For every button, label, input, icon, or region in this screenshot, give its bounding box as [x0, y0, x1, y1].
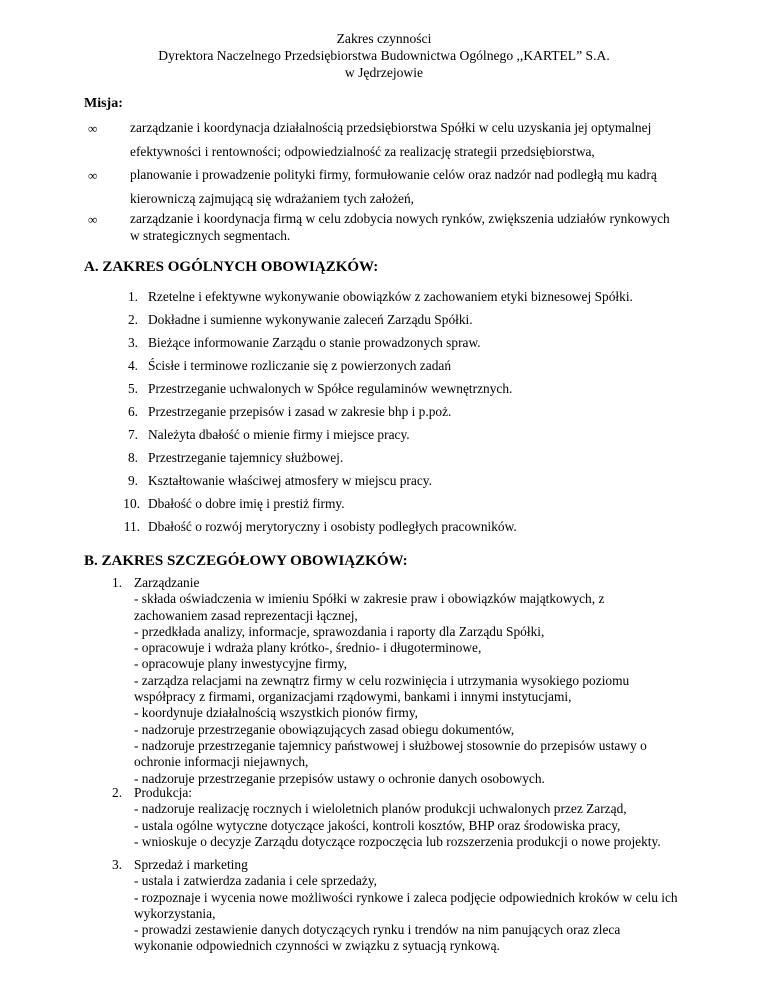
list-number: 6. [127, 404, 138, 419]
list-number: 11. [123, 519, 140, 534]
list-number: 5. [127, 381, 138, 396]
section-b-item: Produkcja: - nadzoruje realizację rocznych i wieloletnich planów produkcji uchwalonych przez Zarząd, - ustala ogólne wytyczne dotyczące jakości, kontroli kosztów, BHP oraz środowiska pracy, - wnioskuje o decyzje Zarządu dotyczące rozpoczęcia lub rozszerzenia produkcji o nowe projekty. [134, 785, 734, 850]
list-item: Kształtowanie właściwej atmosfery w miejscu pracy. [148, 473, 432, 488]
infinity-bullet-icon: ∞ [88, 168, 98, 183]
list-item: Należyta dbałość o mienie firmy i miejsce pracy. [148, 427, 410, 442]
list-number: 8. [127, 450, 138, 465]
header-company: Dyrektora Naczelnego Przedsiębiorstwa Budownictwa Ogólnego ,,KARTEL” S.A. [158, 48, 610, 63]
header-location: w Jędrzejowie [344, 65, 424, 80]
infinity-bullet-icon: ∞ [88, 212, 98, 227]
section-b-number: 1. [112, 575, 123, 590]
list-number: 4. [127, 358, 138, 373]
list-number: 3. [127, 335, 138, 350]
list-item: Ścisłe i terminowe rozliczanie się z powierzonych zadań [148, 358, 452, 373]
list-number: 7. [127, 427, 138, 442]
section-b-number: 2. [112, 785, 123, 800]
misja-item: zarządzanie i koordynacja firmą w celu zdobycia nowych rynków, zwiększenia udziałów rynkowych w strategicznych segmentach. [130, 211, 670, 243]
infinity-bullet-icon: ∞ [88, 121, 98, 136]
misja-heading: Misja: [84, 96, 123, 111]
list-number: 10. [123, 496, 140, 511]
list-item: Przestrzeganie przepisów i zasad w zakresie bhp i p.poż. [148, 404, 452, 419]
misja-item: zarządzanie i koordynacja działalnością przedsiębiorstwa Spółki w celu uzyskania jej optymalnej [130, 120, 652, 135]
list-number: 2. [127, 312, 138, 327]
list-item: Bieżące informowanie Zarządu o stanie prowadzonych spraw. [148, 335, 481, 350]
list-item: Przestrzeganie tajemnicy służbowej. [148, 450, 344, 465]
section-a-heading: A. ZAKRES OGÓLNYCH OBOWIĄZKÓW: [84, 259, 379, 275]
list-item: Dbałość o dobre imię i prestiż firmy. [148, 496, 345, 511]
list-item: Rzetelne i efektywne wykonywanie obowiązków z zachowaniem etyki biznesowej Spółki. [148, 289, 633, 304]
list-item: Dbałość o rozwój merytoryczny i osobisty podległych pracowników. [148, 519, 517, 534]
list-item: Przestrzeganie uchwalonych w Spółce regulaminów wewnętrznych. [148, 381, 513, 396]
section-b-item-title: Sprzedaż i marketing [134, 857, 248, 872]
section-b-item-title: Zarządzanie [134, 575, 200, 590]
document-header [0, 30, 768, 81]
misja-item: planowanie i prowadzenie polityki firmy, formułowanie celów oraz nadzór nad podległą mu kadrą [130, 167, 657, 182]
header-title: Zakres czynności [336, 31, 432, 46]
section-b-item-title: Produkcja: [134, 785, 193, 800]
section-b-item: Zarządzanie - składa oświadczenia w imieniu Spółki w zakresie praw i obowiązków majątkowych, z zachowaniem zasad reprezentacji łącznej, - przedkłada analizy, informacje, sprawozdania i raporty dla Zarządu Spółki, - opracowuje i wdraża plany krótko-, średnio- i długoterminowe, - opracowuje plany inwestycyjne firmy, - zarządza relacjami na zewnątrz firmy w celu rozwinięcia i utrzymania wysokiego poziomu współpracy z firmami, organizacjami rządowymi, bankami i innymi instytucjami, - koordynuje działalnością wszystkich pionów firmy, - nadzoruje przestrzeganie obowiązujących zasad obiegu dokumentów, - nadzoruje przestrzeganie tajemnicy państwowej i służbowej stosownie do przepisów ustawy o ochronie informacji niejawnych, - nadzoruje przestrzeganie przepisów ustawy o ochronie danych osobowych. [134, 575, 734, 787]
section-b-heading: B. ZAKRES SZCZEGÓŁOWY OBOWIĄZKÓW: [84, 553, 408, 569]
list-number: 9. [127, 473, 138, 488]
misja-item-continuation: efektywności i rentowności; odpowiedzialność za realizację strategii przedsiębiorstwa, [130, 144, 595, 159]
section-b-item: Sprzedaż i marketing - ustala i zatwierdza zadania i cele sprzedaży, - rozpoznaje i wycenia nowe możliwości rynkowe i zaleca podjęcie odpowiednich kroków w celu ich wykorzystania, - prowadzi zestawienie danych dotyczących rynku i trendów na nim panujących oraz zleca wykonanie odpowiednich czynności w związku z sytuacją rynkową. [134, 857, 734, 955]
list-number: 1. [127, 289, 138, 304]
misja-item-continuation: kierowniczą zajmującą się wdrażaniem tych założeń, [130, 191, 415, 206]
list-item: Dokładne i sumienne wykonywanie zaleceń Zarządu Spółki. [148, 312, 473, 327]
section-b-number: 3. [112, 857, 123, 872]
